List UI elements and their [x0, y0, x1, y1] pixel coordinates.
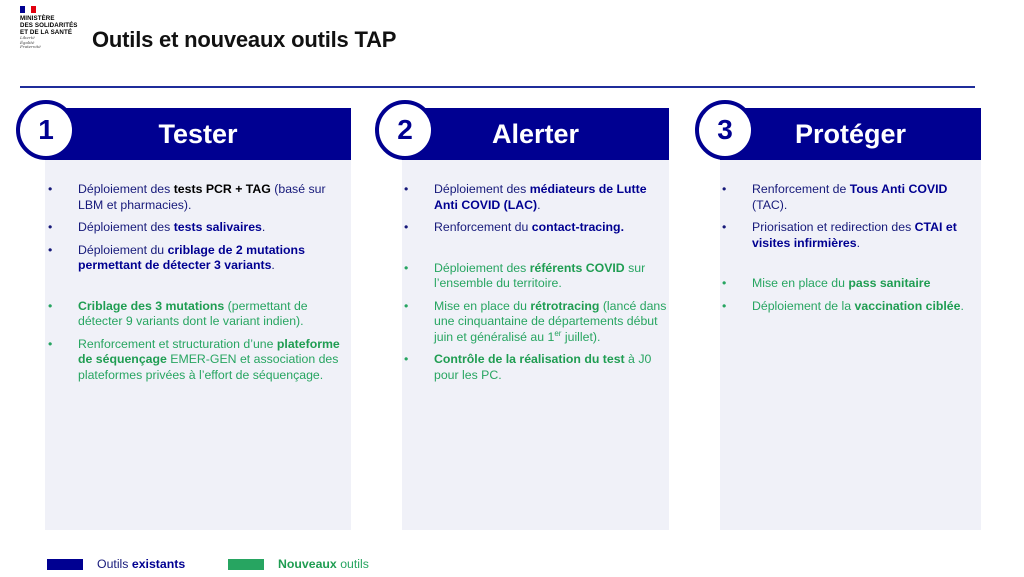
bullet-item: • Déploiement des tests salivaires. [48, 220, 344, 236]
bullet-item: • Renforcement de Tous Anti COVID (TAC). [722, 182, 978, 213]
title-divider [20, 86, 975, 88]
step-number-1: 1 [16, 100, 76, 160]
section-gap [404, 243, 668, 261]
card-proteger [720, 118, 981, 530]
motto-fraternite: Fraternité [20, 44, 41, 49]
card-header-alerter [402, 108, 669, 160]
bullet-item: • Mise en place du rétrotracing (lancé dans une cinquantaine de départements début juin et généralisé au 1er juillet). [404, 299, 668, 346]
legend-existing-swatch [47, 559, 83, 570]
logo-line-3: ET DE LA SANTÉ [20, 29, 73, 36]
bullet-item: • Contrôle de la réalisation du test à J0 pour les PC. [404, 352, 668, 383]
card-items-alerter [404, 182, 668, 390]
card-items-proteger [722, 182, 978, 321]
bullet-item: • Déploiement des tests PCR + TAG (basé sur LBM et pharmacies). [48, 182, 344, 213]
bullet-item: • Déploiement des référents COVID sur l’ensemble du territoire. [404, 261, 668, 292]
section-gap [48, 281, 344, 299]
ministry-logo [20, 6, 90, 62]
motto-liberte: Liberté [20, 35, 35, 40]
bullet-item: • Renforcement du contact-tracing. [404, 220, 668, 236]
bullet-item: • Déploiement des médiateurs de Lutte Anti COVID (LAC). [404, 182, 668, 213]
legend-new-label: Nouveaux outils [278, 557, 369, 571]
bullet-item: • Priorisation et redirection des CTAI et visites infirmières. [722, 220, 978, 251]
step-number-2: 2 [375, 100, 435, 160]
logo-line-1: MINISTÈRE [20, 15, 55, 22]
motto-egalite: Égalité [20, 39, 35, 45]
section-gap [722, 258, 978, 276]
card-title-alerter: Alerter [491, 118, 580, 149]
card-title-proteger: Protéger [794, 118, 907, 149]
legend-new-swatch [228, 559, 264, 570]
french-flag-icon [20, 6, 36, 13]
step-number-3: 3 [695, 100, 755, 160]
bullet-item: • Déploiement de la vaccination ciblée. [722, 299, 978, 315]
legend-existing-label: Outils existants [97, 557, 186, 571]
card-header-tester [45, 108, 351, 160]
bullet-item: • Mise en place du pass sanitaire [722, 276, 978, 292]
bullet-item: • Criblage des 3 mutations (permettant de détecter 9 variants dont le variant indien). [48, 299, 344, 330]
logo-line-2: DES SOLIDARITÉS [20, 22, 78, 29]
bullet-item: • Renforcement et structuration d’une plateforme de séquençage EMER-GEN et association des plateformes privées à l’effort de séquençage. [48, 337, 344, 384]
page-title: Outils et nouveaux outils TAP [92, 27, 397, 52]
card-items-tester [48, 182, 344, 390]
legend-new [228, 557, 369, 571]
card-header-proteger [720, 108, 981, 160]
legend-existing [47, 557, 185, 571]
card-title-tester: Tester [158, 118, 238, 149]
bullet-item: • Déploiement du criblage de 2 mutations permettant de détecter 3 variants. [48, 243, 344, 274]
